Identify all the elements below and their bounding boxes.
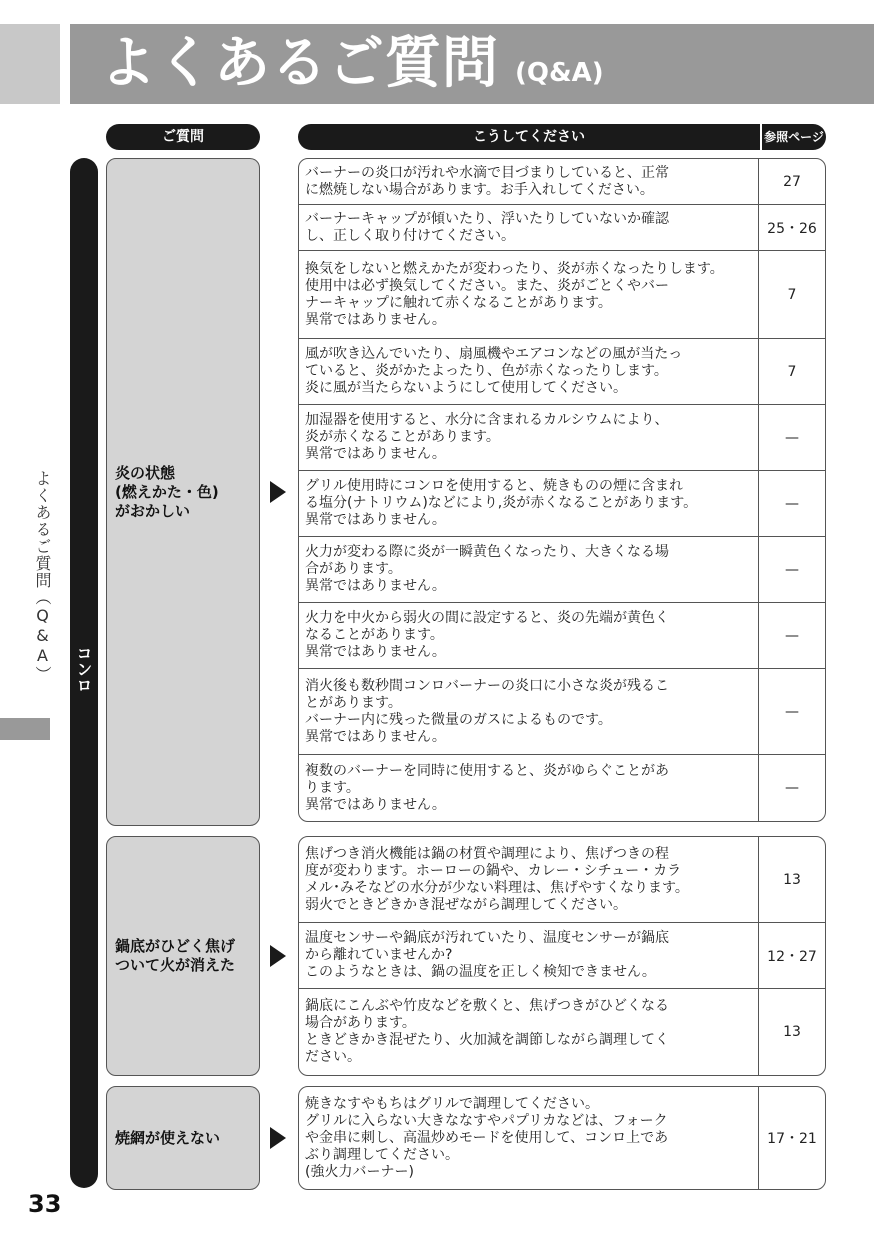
answer-group [298, 836, 826, 1076]
answer-line: 温度センサーや鍋底が汚れていたり、温度センサーが鍋底 [305, 930, 669, 946]
answer-row [299, 339, 825, 405]
page-title: よくあるご質問 [100, 31, 499, 96]
answer-line: 火力を中火から弱火の間に設定すると、炎の先端が黄色く [305, 610, 669, 626]
answer-line: 火力が変わる際に炎が一瞬黄色くなったり、大きくなる場 [305, 544, 669, 560]
reference-page: — [785, 561, 799, 578]
answer-text [299, 205, 759, 250]
answer-line: バーナーの炎口が汚れや水滴で目づまりしていると、正常 [305, 164, 669, 181]
answer-row [299, 989, 825, 1075]
question-text: 焼網が使えない [115, 1128, 221, 1147]
question-text: 炎の状態 (燃えかた・色) がおかしい [115, 463, 219, 520]
side-section-marker [0, 718, 50, 740]
reference-page: — [785, 429, 799, 446]
answer-line: 換気をしないと燃えかたが変わったり、炎が赤くなったりします。 [305, 260, 724, 277]
answer-line: 場合があります。 [305, 1015, 416, 1031]
answer-group [298, 158, 826, 822]
answer-text [299, 537, 759, 602]
answer-line: とがあります。 [305, 694, 402, 711]
question-text: 鍋底がひどく焦げ ついて火が消えた [115, 937, 236, 974]
answer-line: 異常ではありません。 [305, 578, 446, 594]
answer-line: ぶり調理してください。 [305, 1146, 459, 1163]
reference-page: 7 [787, 286, 797, 303]
answer-line: 異常ではありません。 [305, 728, 446, 745]
answer-line: る塩分(ナトリウム)などにより,炎が赤くなることがあります。 [305, 495, 698, 511]
answer-line: なることがあります。 [305, 627, 444, 643]
answer-line: 度が変わります。ホーローの鍋や、カレー・シチュー・カラ [305, 862, 682, 879]
answer-text [299, 159, 759, 204]
answer-line: このようなときは、鍋の温度を正しく検知できません。 [305, 964, 656, 980]
arrow-right-icon [270, 1127, 286, 1149]
answer-text [299, 339, 759, 404]
answer-line: 使用中は必ず換気してください。また、炎がごとくやバー [305, 277, 669, 294]
arrow-right-icon [270, 481, 286, 503]
answer-line: バーナーキャップが傾いたり、浮いたりしていないか確認 [305, 210, 669, 227]
answer-text [299, 755, 759, 821]
page-subtitle: (Q&A) [515, 58, 604, 88]
question-column-header: ご質問 [106, 124, 260, 150]
answer-line: 異常ではありません。 [305, 311, 446, 328]
answer-row [299, 923, 825, 989]
question-box [106, 1086, 260, 1190]
answer-line: (強火力バーナー) [305, 1163, 414, 1180]
answer-line: ださい。 [305, 1049, 361, 1065]
answer-line: 消火後も数秒間コンロバーナーの炎口に小さな炎が残るこ [305, 677, 669, 694]
answer-line: ります。 [305, 779, 360, 796]
answer-row [299, 755, 825, 821]
arrow-right-icon [270, 945, 286, 967]
reference-page: 7 [787, 363, 797, 380]
answer-line: 合があります。 [305, 561, 402, 577]
answer-line: 異常ではありません。 [305, 512, 446, 528]
answer-line: 風が吹き込んでいたり、扇風機やエアコンなどの風が当たっ [305, 346, 683, 362]
answer-line: グリルに入らない大きななすやパプリカなどは、フォーク [305, 1112, 668, 1129]
page-number: 33 [28, 1190, 62, 1218]
reference-column-header: 参照ページ [760, 124, 826, 150]
answer-line: グリル使用時にコンロを使用すると、焼きものの煙に含まれ [305, 478, 683, 494]
answer-line: 複数のバーナーを同時に使用すると、炎がゆらぐことがあ [305, 762, 669, 779]
side-section-label: よくあるご質問（Q&A） [33, 470, 52, 683]
answer-line: バーナー内に残った微量のガスによるものです。 [305, 711, 612, 728]
reference-page: 25・26 [767, 220, 817, 237]
answer-row [299, 837, 825, 923]
answer-text [299, 669, 759, 754]
answer-line: 異常ではありません。 [305, 796, 446, 813]
reference-page: — [785, 495, 799, 512]
reference-page: — [785, 780, 799, 796]
answer-text [299, 837, 759, 922]
answer-row [299, 251, 825, 339]
answer-text [299, 1087, 759, 1189]
answer-line: から離れていませんか? [305, 947, 453, 963]
answer-row [299, 537, 825, 603]
answer-row [299, 205, 825, 251]
question-box [106, 836, 260, 1076]
reference-page: 13 [783, 871, 801, 888]
answer-line: 焼きなすやもちはグリルで調理してください。 [305, 1095, 599, 1112]
reference-page: 17・21 [767, 1131, 817, 1147]
question-box [106, 158, 260, 826]
reference-page: — [785, 703, 799, 720]
answer-line: 炎に風が当たらないようにして使用してください。 [305, 380, 627, 396]
answer-text [299, 251, 759, 338]
answer-line: 加湿器を使用すると、水分に含まれるカルシウムにより、 [305, 412, 669, 428]
answer-line: し、正しく取り付けてください。 [305, 227, 515, 244]
answer-text [299, 405, 759, 470]
answer-row [299, 471, 825, 537]
category-label: コンロ [74, 645, 93, 693]
answer-line: 異常ではありません。 [305, 446, 446, 462]
answer-line: に燃焼しない場合があります。お手入れしてください。 [305, 181, 654, 198]
answer-group [298, 1086, 826, 1190]
answer-row [299, 159, 825, 205]
reference-page: 13 [783, 1024, 801, 1040]
answer-row [299, 405, 825, 471]
answer-line: メル･みそなどの水分が少ない料理は、焦げやすくなります。 [305, 879, 689, 896]
reference-page: 27 [783, 173, 801, 190]
answer-line: 異常ではありません。 [305, 644, 446, 660]
answer-text [299, 989, 759, 1075]
answer-text [299, 923, 759, 988]
answer-line: ていると、炎がかたよったり、色が赤くなったりします。 [305, 363, 668, 379]
answer-row [299, 669, 825, 755]
answer-column-header: こうしてください [298, 124, 760, 150]
answer-line: 炎が赤くなることがあります。 [305, 429, 500, 445]
title-tab-decoration [0, 24, 60, 104]
answer-line: 焦げつき消火機能は鍋の材質や調理により、焦げつきの程 [305, 845, 669, 862]
answer-line: 弱火でときどきかき混ぜながら調理してください。 [305, 896, 627, 913]
answer-row [299, 603, 825, 669]
answer-line: や金串に刺し、高温炒めモードを使用して、コンロ上であ [305, 1129, 669, 1146]
answer-text [299, 471, 759, 536]
answer-line: ナーキャップに触れて赤くなることがあります。 [305, 294, 612, 311]
answer-row [299, 1087, 825, 1189]
answer-line: ときどきかき混ぜたり、火加減を調節しながら調理してく [305, 1032, 669, 1048]
reference-page: 12・27 [767, 948, 817, 965]
reference-page: — [785, 627, 799, 644]
answer-text [299, 603, 759, 668]
answer-line: 鍋底にこんぶや竹皮などを敷くと、焦げつきがひどくなる [305, 998, 669, 1014]
